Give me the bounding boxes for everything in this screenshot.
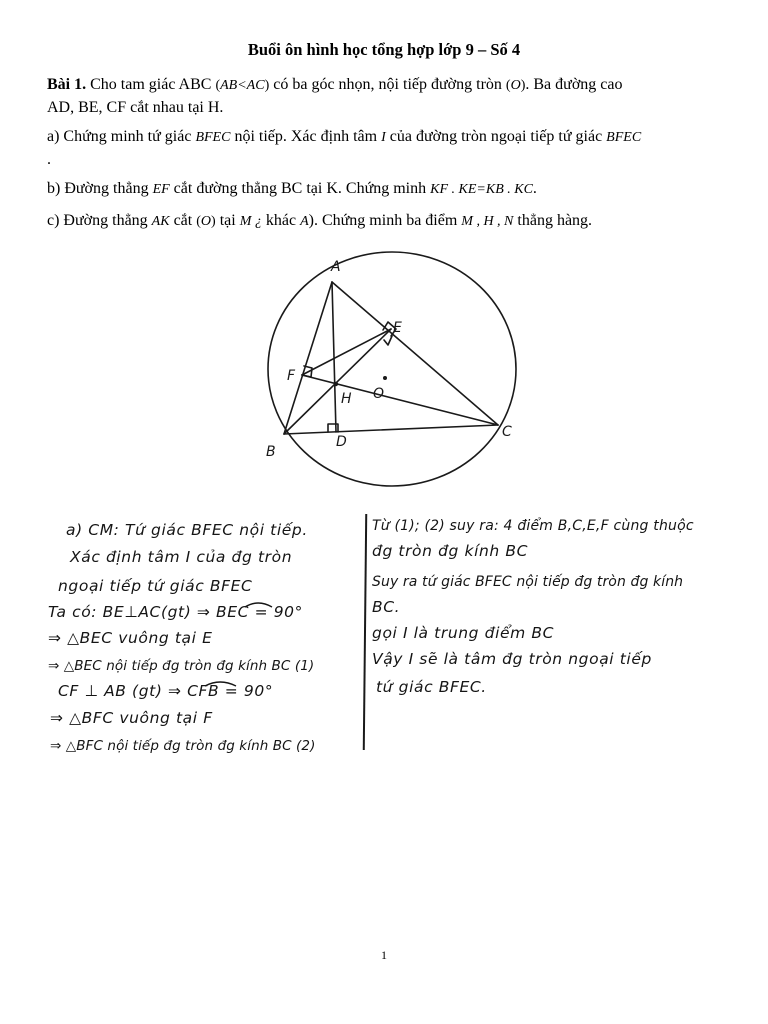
hw-left-line-5: ⇒ △BEC vuông tại E (48, 629, 213, 647)
math-bfec-2: BFEC (606, 130, 642, 145)
math-circle-o: O (510, 78, 521, 93)
hw-left-line-7: CF ⊥ AB (gt) ⇒ CFB = 90° (58, 682, 274, 700)
label-e: E (393, 320, 402, 336)
label-f: F (287, 368, 296, 384)
math-ab-lt-ac: AB<AC (220, 78, 265, 93)
problem-text-a: Cho tam giác ABC (86, 76, 216, 93)
hw-right-line-5: gọi I là trung điểm BC (372, 624, 555, 642)
hw-left-line-2: Xác định tâm I của đg tròn (70, 548, 293, 566)
label-h: H (341, 391, 352, 407)
problem-text-b: có ba góc nhọn, nội tiếp đường tròn (269, 76, 506, 93)
math-mhn: M , H , N (461, 214, 514, 229)
hw-left-line-3: ngoại tiếp tứ giác BFEC (58, 577, 253, 595)
hw-left-line-1: a) CM: Tứ giác BFEC nội tiếp. (66, 521, 308, 539)
label-c: C (502, 424, 512, 440)
label-o: O (373, 386, 385, 402)
problem-label: Bài 1. (47, 76, 87, 93)
hw-left-line-6: ⇒ △BEC nội tiếp đg tròn đg kính BC (1) (48, 658, 315, 674)
hw-right-line-7: tứ giác BFEC. (376, 678, 487, 696)
math-m: M ¿ (239, 214, 262, 229)
problem-statement: Bài 1. Cho tam giác ABC (AB<AC) có ba góc nhọn, nội tiếp đường tròn (O). Ba đường cao AD, BE, CF cắt nhau tại H. (47, 76, 623, 116)
label-d: D (336, 434, 347, 450)
math-i: I (381, 130, 386, 145)
math-ak: AK (151, 214, 170, 229)
hw-left-line-9: ⇒ △BFC nội tiếp đg tròn đg kính BC (2) (50, 738, 316, 754)
hw-left-line-4: Ta có: BE⊥AC(gt) ⇒ BEC = 90° (48, 603, 303, 621)
math-a: A (300, 214, 309, 229)
question-b: b) Đường thẳng EF cắt đường thẳng BC tại K. Chứng minh KF . KE=KB . KC. (47, 180, 537, 197)
math-o-2: O (200, 214, 212, 229)
document-title: Buổi ôn hình học tổng hợp lớp 9 – Số 4 (247, 40, 521, 59)
label-a: A (331, 259, 341, 275)
hw-right-line-2: đg tròn đg kính BC (372, 542, 529, 560)
math-kf-ke: KF . KE=KB . KC (430, 182, 533, 197)
math-ef: EF (152, 182, 170, 197)
hw-right-line-6: Vậy I sẽ là tâm đg tròn ngoại tiếp (372, 650, 652, 668)
hw-right-line-4: BC. (372, 598, 401, 616)
question-a: a) Chứng minh tứ giác BFEC nội tiếp. Xác định tâm I của đường tròn ngoại tiếp tứ giác BFEC . (47, 128, 642, 168)
hw-left-line-8: ⇒ △BFC vuông tại F (50, 709, 213, 727)
math-bfec: BFEC (195, 130, 231, 145)
hw-right-line-1: Từ (1); (2) suy ra: 4 điểm B,C,E,F cùng thuộc (372, 518, 694, 534)
problem-text-line2: AD, BE, CF cắt nhau tại H. (47, 99, 224, 116)
hw-right-line-3: Suy ra tứ giác BFEC nội tiếp đg tròn đg kính (372, 574, 684, 590)
question-c: c) Đường thẳng AK cắt (O) tại M ¿ khác A). Chứng minh ba điểm M , H , N thẳng hàng. (47, 212, 593, 229)
page-number: 1 (381, 948, 387, 962)
label-b: B (266, 444, 276, 460)
problem-text-c: . Ba đường cao (525, 76, 623, 93)
